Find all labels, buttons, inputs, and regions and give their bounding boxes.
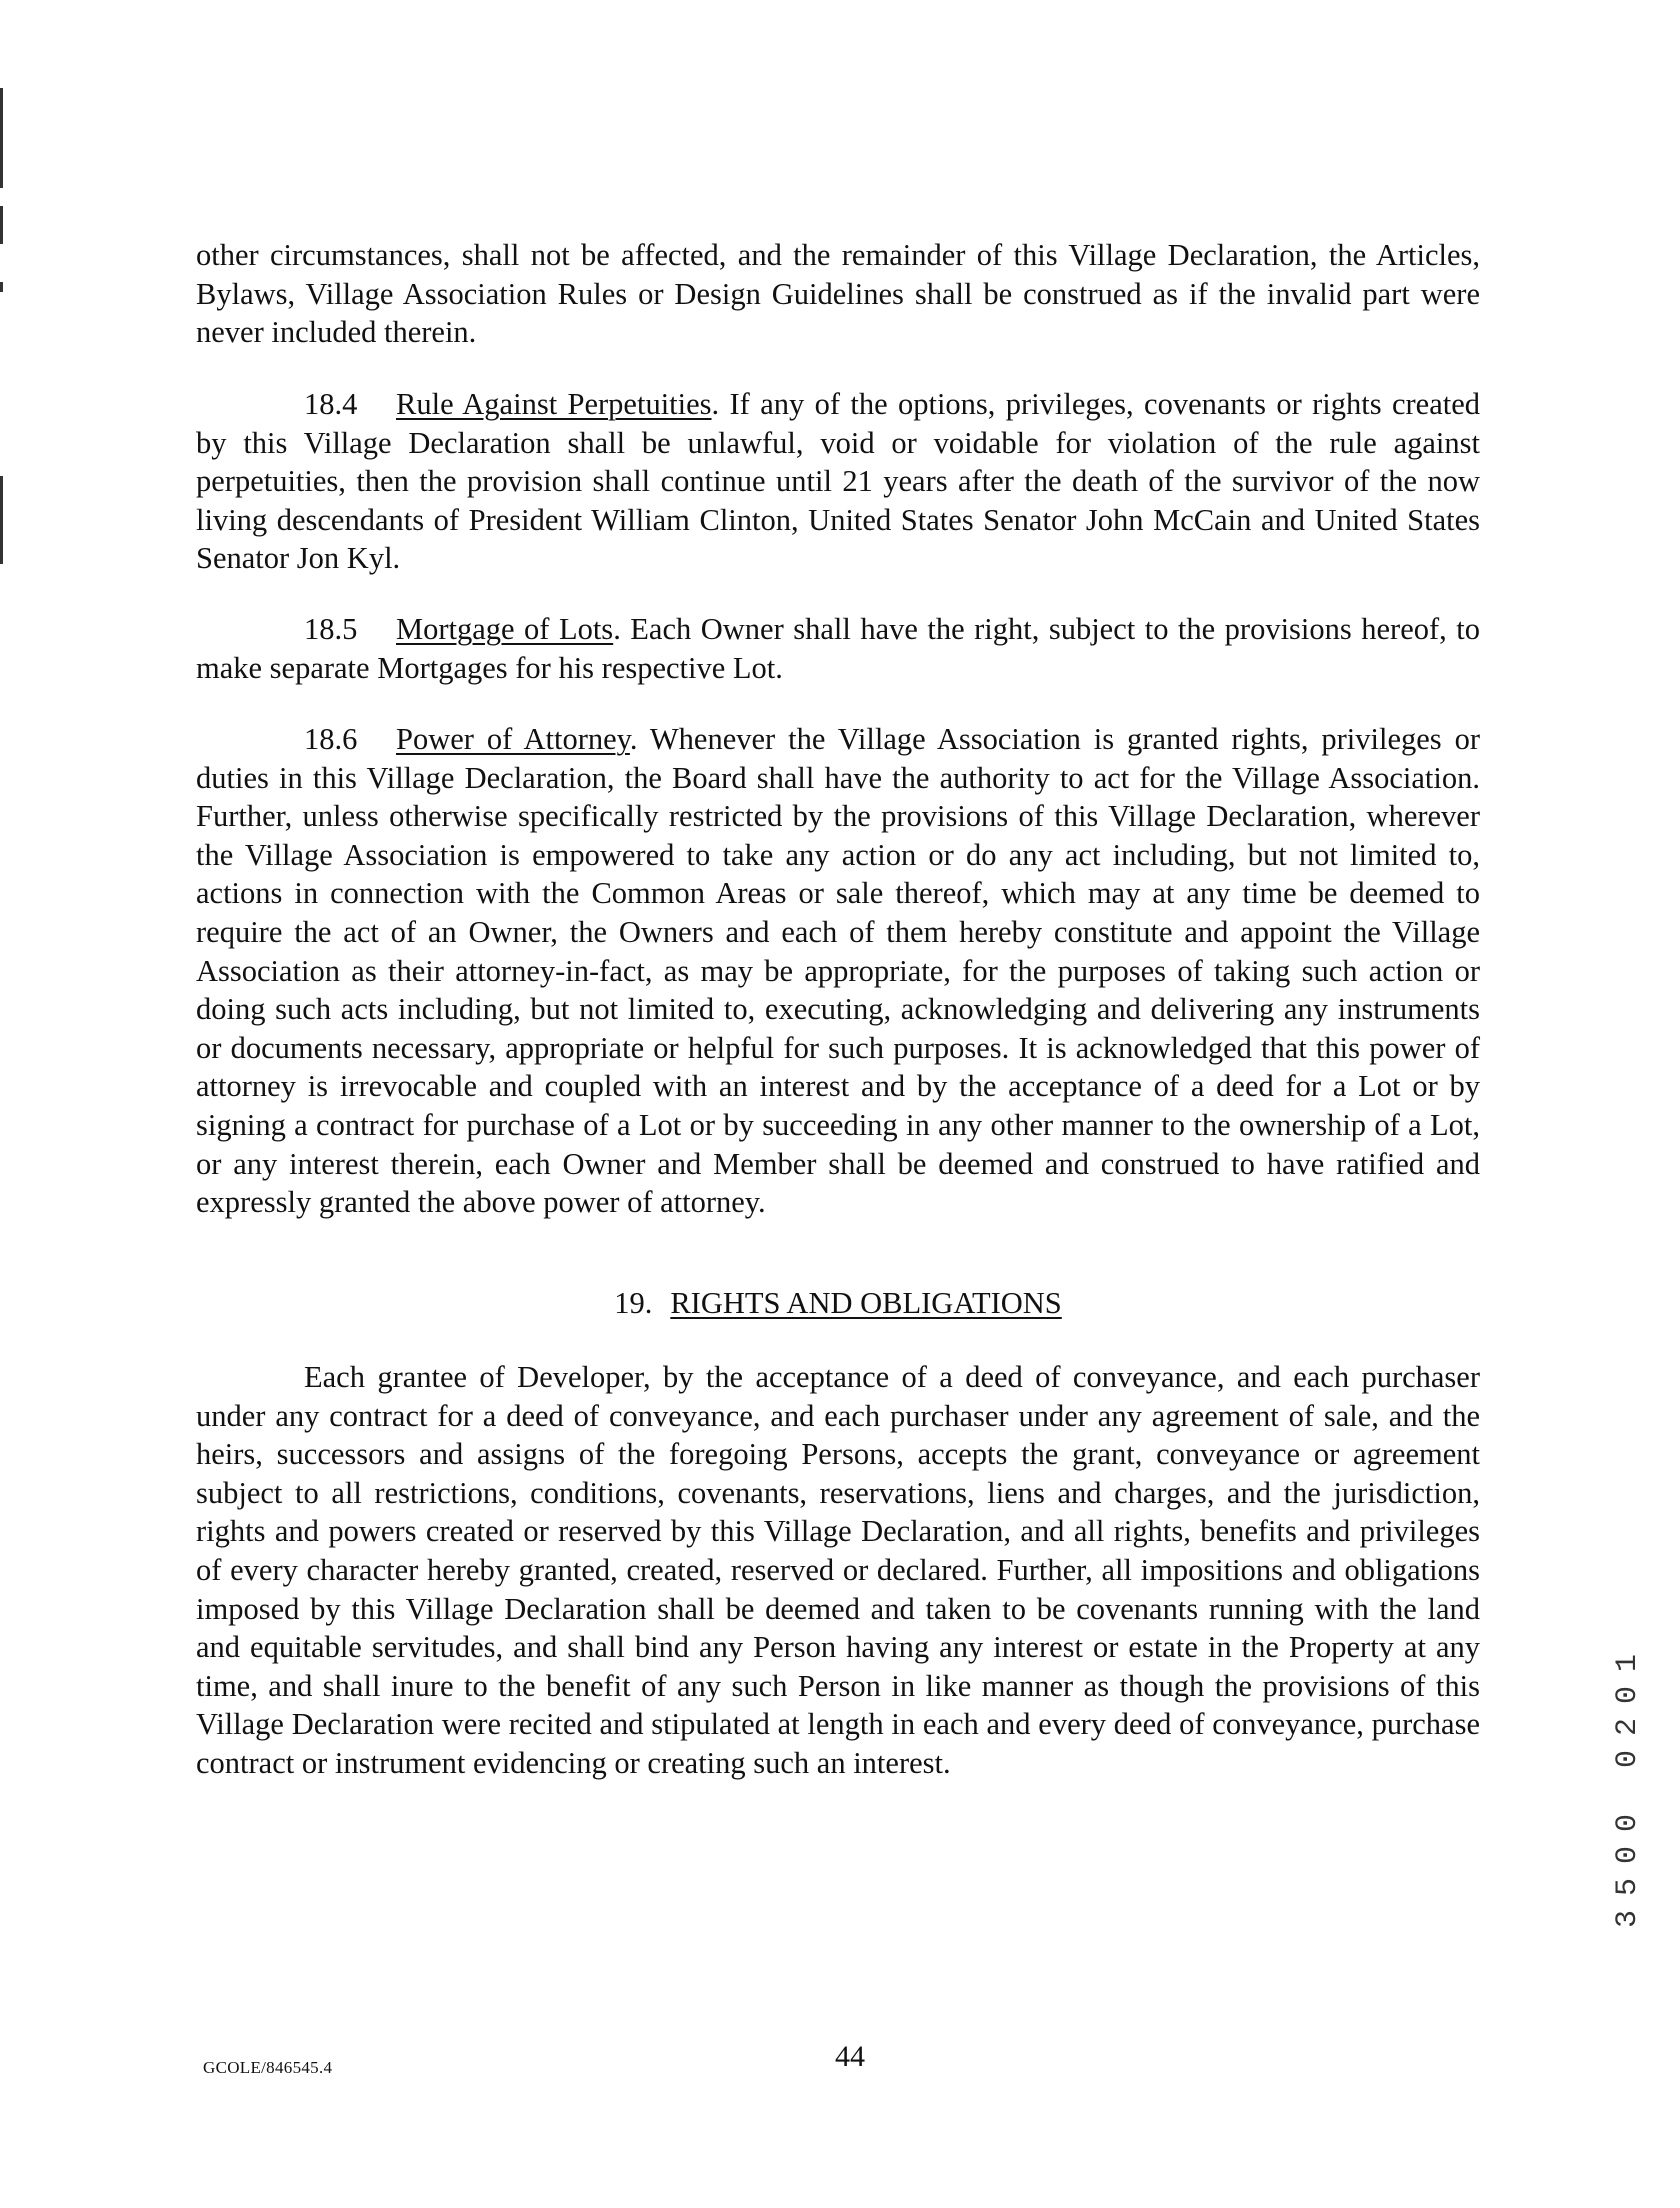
recording-stamp — [1613, 1568, 1643, 1928]
section-number: 18.6 — [304, 722, 358, 756]
rights-paragraph: Each grantee of Developer, by the acceptance of a deed of conveyance, and each purchaser under any contract for a deed of conveyance, and each purchaser under any agreement of sale, and the heirs, successors and assigns of the foregoing Persons, accepts the grant, conveyance or agreement subject to all restrictions, conditions, covenants, reservations, liens and charges, and the jurisdiction, rights and powers created or reserved by this Village Declaration, and all rights, benefits and privileges of every character hereby granted, created, reserved or declared. Further, all impositions and obligations imposed by this Village Declaration shall be deemed and taken to be covenants running with the land and equitable servitudes, and shall bind any Person having any interest or estate in the Property at any time, and shall inure to the benefit of any such Person in like manner as though the provisions of this Village Declaration were recited and stipulated at length in each and every deed of conveyance, purchase contract or instrument evidencing or creating such an interest. — [196, 1360, 1480, 1780]
heading-title: RIGHTS AND OBLIGATIONS — [670, 1286, 1062, 1320]
svg-text:3500 0201: 3500 0201 — [1611, 1639, 1645, 1928]
continuation-paragraph: other circumstances, shall not be affected, and the remainder of this Village Declaration, the Articles, Bylaws, Village Association Rules or Design Guidelines shall be construed as if the invalid part were never included therein. — [196, 238, 1480, 350]
margin-mark — [0, 206, 3, 244]
margin-mark — [0, 282, 3, 292]
section-heading — [196, 1284, 1480, 1322]
section-body: . Each Owner shall have the right, subject to the provisions hereof, to make separate Mortgages for his respective Lot. — [196, 612, 1480, 685]
margin-mark — [0, 476, 3, 564]
section-title: Power of Attorney — [396, 722, 630, 756]
section-number: 18.5 — [304, 612, 358, 646]
section-title: Rule Against Perpetuities — [396, 387, 712, 421]
section-number: 18.4 — [304, 387, 358, 421]
section-18-6 — [196, 720, 1480, 1222]
heading-number: 19. — [614, 1286, 653, 1320]
section-title: Mortgage of Lots — [396, 612, 614, 646]
section-body: . Whenever the Village Association is granted rights, privileges or duties in this Village Declaration, the Board shall have the authority to act for the Village Association. Further, unless otherwise specifically restricted by the provisions of this Village Declaration, wherever the Village Association is empowered to take any action or do any act including, but not limited to, actions in connection with the Common Areas or sale thereof, which may at any time be deemed to require the act of an Owner, the Owners and each of them hereby constitute and appoint the Village Association as their attorney-in-fact, as may be appropriate, for the purposes of taking such action or doing such acts including, but not limited to, executing, acknowledging and delivering any instruments or documents necessary, appropriate or helpful for such purposes. It is acknowledged that this power of attorney is irrevocable and coupled with an interest and by the acceptance of a deed for a Lot or by signing a contract for purchase of a Lot or by succeeding in any other manner to the ownership of a Lot, or any interest therein, each Owner and Member shall be deemed and construed to have ratified and expressly granted the above power of attorney. — [196, 722, 1480, 1220]
section-18-4 — [196, 385, 1480, 578]
section-body: . If any of the options, privileges, covenants or rights created by this Village Declaration shall be unlawful, void or voidable for violation of the rule against perpetuities, then the provision shall continue until 21 years after the death of the survivor of the now living descendants of President William Clinton, United States Senator John McCain and United States Senator Jon Kyl. — [196, 387, 1480, 576]
document-id: GCOLE/846545.4 — [203, 2058, 333, 2077]
section-18-5 — [196, 610, 1480, 687]
margin-mark — [0, 88, 3, 188]
page-number: 44 — [835, 2040, 865, 2073]
